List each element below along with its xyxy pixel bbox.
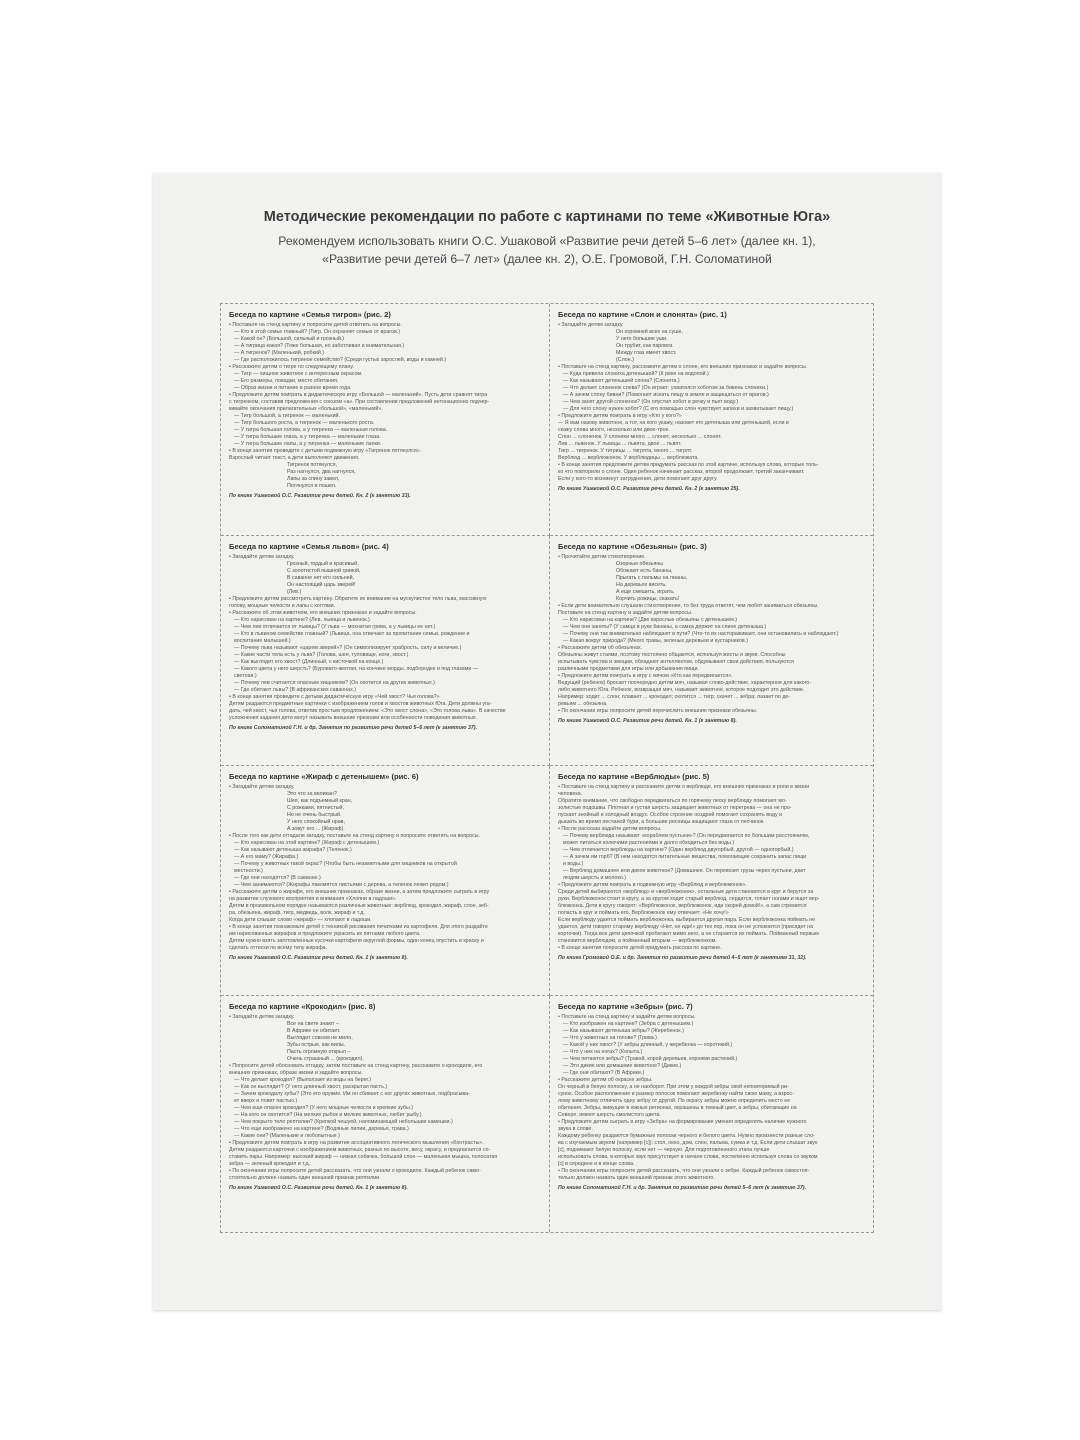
text-line: либо животного Юга. Ребенок, возвращая мяч, называет животное, которое подходит это действие. — [558, 687, 805, 693]
text-line: может питаться колючими растениями и долго обходиться без воды.) — [563, 840, 735, 846]
text-line: — Как называют детеныша зебры? (Жеребенок.) — [563, 1028, 684, 1034]
text-line: попасть в круг и поймать его. Верблюжонок ему отвечает: «Не хочу!» — [558, 910, 729, 916]
text-line: — Кто изображен на картине? (Зебра с детенышем.) — [563, 1021, 694, 1027]
text-line: — А его маму? (Жирафа.) — [234, 854, 299, 860]
poem-line: Обожают есть бананы, — [616, 568, 673, 574]
text-line: • По окончании игры попросите детей рассказать, что они узнали о зебре. Каждый ребенок самостоя- — [558, 1168, 810, 1174]
poem-line: (Слон.) — [616, 357, 634, 363]
text-line: • Расскажите об этом животном, его внешних признаках и задайте вопросы. — [229, 610, 417, 616]
text-line: на развитие слухового восприятия и внимания «Хлопни в ладоши». — [229, 896, 397, 902]
text-line: Обратите внимание, что свободно передвигаться по горячему песку верблюду помогают мо- — [558, 798, 787, 804]
text-line: — Чем отличается верблюды на картине? (Один верблюд двугорбый, другой — одногорбый.) — [563, 847, 794, 853]
text-line: — А зачем им горб? (В нем находятся питательные вещества, помогающие сохранить запас пищи — [563, 854, 807, 860]
card-title: Беседа по картине «Жираф с детенышем» (рис. 6) — [229, 772, 419, 781]
text-line: испытывать чувства и эмоции, обладают интеллектом, обдумывают свои действия, пользуются — [558, 659, 794, 665]
poem-line: В Африке он обитает. — [287, 1028, 341, 1034]
text-line: — Кто в львином семействе главный? (Львица, она отвечает за пропитание семьи, рождение и — [234, 631, 470, 637]
text-line: — Какой он? (Большой, сильный и грозный.) — [234, 336, 345, 342]
text-line: — Какие они? (Маленькие и любопытные.) — [234, 1133, 340, 1139]
text-line: • Прочитайте детям стихотворение. — [558, 554, 646, 560]
text-line: — Где расположилось тигриное семейство? (Среди густых зарослей, воды и камней.) — [234, 357, 447, 363]
text-line: Детям раздаются карточки с изображением животных, разных по высоте, весу, окрасу, и предлагается со- — [229, 1147, 491, 1153]
text-line: • В конце занятия проведите с детьми дидактическую игру «Чей хвост? Чья голова?» — [229, 694, 440, 700]
text-line: — А тигренок? (Маленький, робкий.) — [234, 350, 325, 356]
text-line: Детям в произвольном порядке называются различные животные: верблюд, крокодил, жираф, слон, зеб- — [229, 903, 489, 909]
text-line: Тигр ... тигренок. У тигрицы ... тигрята, много ... тигрят. — [558, 448, 693, 454]
card-lions — [221, 536, 550, 766]
card-zebras — [550, 996, 873, 1232]
card-title: Беседа по картине «Семья тигров» (рис. 2) — [229, 310, 391, 319]
subtitle-line-1: Рекомендуем использовать книги О.С. Ушаковой «Развитие речи детей 5–6 лет» (далее кн. 1), — [278, 234, 816, 248]
text-line: внешних признаках, образе жизни и задайте вопросы. — [229, 1070, 363, 1076]
poem-line: Зубы острые, как вилы. — [287, 1042, 346, 1048]
text-line: ко что повторили о слоне. Один ребенок начинает рассказ, второй продолжает, третий заканчивает. — [558, 469, 805, 475]
source-reference: По книге Ушаковой О.С. Развитие речи детей. Кн. 1 (к занятию 8). — [229, 955, 408, 961]
text-line: ставить пары. Например: высокий жираф — низкая собачка, большой слон — маленькая мышка, полосатая — [229, 1154, 498, 1160]
text-line: • Попросите детей обосновать отгадку, затем поставьте на стенд картину, расскажите о крокодиле, его — [229, 1063, 483, 1069]
card-tigers — [221, 304, 550, 536]
text-line: обитания. Зебры, живущие в южных регионах, окрашены в темный цвет, а зебры, обитающие на — [558, 1105, 797, 1111]
text-line: Верблюд ... верблюжонок. У верблюдицы ... верблюжата. — [558, 455, 699, 461]
text-line: — Что у животных на голове? (Грива.) — [563, 1035, 657, 1041]
text-line: — Что делает слоненок слева? (Он играет: ухватился хоботом за бивень слонихи.) — [563, 385, 769, 391]
text-line: светлая.) — [234, 673, 257, 679]
card-title: Беседа по картине «Зебры» (рис. 7) — [558, 1002, 693, 1011]
text-line: — Тигр большой, а тигренок — маленький. — [234, 413, 340, 419]
text-line: • Предложите детям поиграть в дидактическую игру «Большой — маленький». Пусть дети сравнят тигра — [229, 392, 488, 398]
card-crocodile — [221, 996, 550, 1232]
text-line: местности.) — [234, 868, 263, 874]
poem-line: Но не очень быстрый. — [287, 812, 342, 818]
poem-line: Прыгать с пальмы на лианы, — [616, 575, 688, 581]
cards-grid — [220, 303, 874, 1233]
text-line: различными предметами для игры или добывания пищи. — [558, 666, 699, 672]
text-line: • Загадайте детям загадку. — [229, 1014, 295, 1020]
text-line: • Расскажите детям об окраске зебры. — [558, 1077, 653, 1083]
text-line: — Я вам назову животное, а тот, на кого укажу, назовет его детеныша или детенышей, если в — [558, 420, 789, 426]
text-line: Среди детей выбираются «верблюд» и «верблюжонок», остальные дети становятся в круг и берутся за — [558, 889, 814, 895]
text-line: Когда дети слышат слово «жираф» — хлопают в ладоши. — [229, 917, 372, 923]
source-reference: По книге Ушаковой О.С. Развитие речи детей. Кн. 2 (к занятию 33). — [229, 493, 411, 499]
text-line: — Его размеры, повадки, место обитания. — [234, 378, 339, 384]
poem-line: Между глаз имеет хвост. — [616, 350, 677, 356]
text-line: тельно должен назвать один внешний признак этого животного. — [558, 1175, 715, 1181]
text-line: дать, чей хвост, чья голова, ответив простым предложением: «Это хвост слона», «Это голова льва». В качестве — [229, 708, 506, 714]
card-title: Беседа по картине «Верблюды» (рис. 5) — [558, 772, 710, 781]
poem-line: Лапы за спину завел, — [287, 476, 340, 482]
poem-line: Он трубит, как паровоз. — [616, 343, 674, 349]
card-title: Беседа по картине «Семья львов» (рис. 4) — [229, 542, 389, 551]
text-line: — Чем еще опасен крокодил? (У него мощные челюсти и крепкие зубы.) — [234, 1105, 413, 1111]
poem-line: Пасть огромную открыл – — [287, 1049, 351, 1055]
text-line: • Если дети внимательно слушали стихотворение, то без труда ответят, чем любят заниматься обезьяны. — [558, 603, 819, 609]
text-line: дышать во время песчаной бури, а большие ресницы защищают глаза от песчинок. — [558, 819, 765, 825]
text-line: • После того как дети отгадали загадку, поставьте на стенд картину и попросите ответить на вопросы. — [229, 833, 481, 839]
text-line: блюжонка. Дети в кругу говорят: «Верблюжонок, верблюжонок, иди скорей домой!», а сам стремится — [558, 903, 807, 909]
poem-line: Он огромней всех на суше, — [616, 329, 683, 335]
text-line: руки. Верблюжонок стоит в кругу, а за кругом ходит старый верблюд, сердится, топает ногами и ищет вер- — [558, 896, 820, 902]
text-line: • Предложите детям поиграть в игру «Кто у кого?» — [558, 413, 682, 419]
poem-line: Он настоящий царь зверей! — [287, 582, 356, 588]
text-line: — Почему они так внимательно наблюдают в пути? (Что-то их настораживает, они остановились и наблюдают.) — [563, 631, 839, 637]
text-line: — Как он выглядит? (У него длинный хвост, раскрытая пасть.) — [234, 1084, 388, 1090]
source-reference: По книге Ушаковой О.С. Развитие речи детей. Кн. 1 (к занятию 8). — [229, 1185, 408, 1191]
card-title: Беседа по картине «Обезьяны» (рис. 3) — [558, 542, 707, 551]
text-line: использовать слова, в которых звук присутствует в начале слова, постепенно используя слова со звуком — [558, 1154, 818, 1160]
text-line: сунок. Особое расположение и размер полосок помогают жеребенку найти свою маму, а взрос- — [558, 1091, 794, 1097]
text-line: — Кто нарисован на картине? (Две взрослые обезьяны с детенышем.) — [563, 617, 738, 623]
text-line: • В конце занятия проведите с детьми подвижную игру «Тигренок потянулся». — [229, 448, 422, 454]
poem-line: Раз нагнулся, два нагнулся, — [287, 469, 356, 475]
source-reference: По книге Соломатиной Г.Н. и др. Занятия по развитию речи детей 5–6 лет (к занятию 37). — [558, 1185, 807, 1191]
text-line: кивайте окончания прилагательных «большой», «маленький». — [229, 406, 383, 412]
text-line: пускает знойный и холодный воздух. Особое строение ноздрей помогает сохранять воду и — [558, 812, 783, 818]
text-line: людям шерсть и молоко.) — [563, 875, 627, 881]
text-line: — Как выглядит его хвост? (Длинный, с кисточкой на конце.) — [234, 659, 384, 665]
poem-line: Корчить рожицы, скакать! — [616, 596, 680, 602]
text-line: — Кто в этой семье главный? (Тигр. Он охраняет семью от врагов.) — [234, 329, 401, 335]
text-line: • Предложите детям рассмотреть картину. Обратите их внимание на мускулистое тело льва, массивную — [229, 596, 487, 602]
text-line: • Предложите детям поиграть в игру с мячом «Кто как передвигается». — [558, 673, 733, 679]
text-line: [с], поднимают белую полоску, если нет — черную. Для подготовленного этапа лучше — [558, 1147, 770, 1153]
text-line: — На кого он охотится? (На мелких рыбок и мелких животных, любит рыбу.) — [234, 1112, 422, 1118]
text-line: — Почему у животных такой окрас? (Чтобы быть незаметными для хищников на открытой — [234, 861, 457, 867]
poem-line: Потянулся и пошел. — [287, 483, 337, 489]
text-line: — Чем лев отличается от львицы? (У льва — мохнатая грива, а у львицы ее нет.) — [234, 624, 436, 630]
text-line: • Загадайте детям загадку. — [229, 554, 295, 560]
poem-line: На деревьях висеть. — [616, 582, 667, 588]
text-line: Детям раздаются предметные картинки с изображением голов и хвостов животных Юга. Дети должны уга- — [229, 701, 492, 707]
text-line: — Что у них на ногах? (Копыта.) — [563, 1049, 643, 1055]
poem-line: А еще смешить, играть, — [616, 589, 675, 595]
card-title: Беседа по картине «Слон и слонята» (рис. 1) — [558, 310, 727, 319]
text-line: — А тигрица какая? (Тоже большая, но заботливая и внимательная.) — [234, 343, 405, 349]
text-line: — Где они находятся? (В саванне.) — [234, 875, 321, 881]
text-line: Он черный в белую полоску, а не наоборот. При этом у каждой зебры свой неповторимый ри- — [558, 1084, 789, 1090]
source-reference: По книге Ушаковой О.С. Развитие речи детей. Кн. 1 (к занятию 8). — [558, 718, 737, 724]
document-title: Методические рекомендации по работе с картинами по теме «Животные Юга» — [263, 209, 831, 225]
text-line: • В конце занятия попросите детей придумать рассказ по картине. — [558, 945, 722, 951]
text-line: — Какая вокруг природа? (Много травы, зеленых деревьев и кустарников.) — [563, 638, 748, 644]
text-line: удается, дети говорят старому верблюду «Нет, не иди!» до тех пор, пока он не успокоится (присядет на — [558, 924, 814, 930]
text-line: скажу слова много, несколько или двое-трое. — [558, 427, 670, 433]
text-line: • Поставьте на стенд картину, расскажите детям о слоне, его внешних признаках и задайте вопросы. — [558, 364, 808, 370]
text-line: Севере, имеют шерсть смолистого цвета. — [558, 1112, 661, 1118]
text-line: • Загадайте детям загадку. — [558, 322, 624, 328]
text-line: • В конце занятия предложите детям придумать рассказ по этой картине, используя слова, которые толь- — [558, 462, 819, 468]
text-line: — Образ жизни и питание в разное время года. — [234, 385, 352, 391]
text-line: — Для чего слону нужен хобот? (С его помощью слон чувствует запахи и захватывает пищу.) — [563, 406, 794, 412]
text-line: — Кто нарисован на картине? (Лев, львица и львенок.) — [234, 617, 370, 623]
text-line: — Какие части тела есть у льва? (Голова, шея, туловище, ноги, хвост.) — [234, 652, 409, 658]
text-line: Каждому ребенку раздаются бумажные полоски черного и белого цвета. Нужно произнести разные сло- — [558, 1133, 815, 1139]
text-line: • По окончании игры попросите детей перечислить внешние признаки обезьяны. — [558, 708, 758, 714]
text-line: корточки). Тогда все дети цепочкой пробегают мимо него, а он старается их поймать. Пойманный первым — [558, 931, 819, 937]
text-line: — Почему верблюда называют «кораблем пустыни»? (Он передвигается по большим расстояниям, — [563, 833, 810, 839]
source-reference: По книге Соломатиной Г.Н. и др. Занятия по развитию речи детей 5–6 лет (к занятию 37). — [229, 725, 478, 731]
text-line: • Расскажите детям о тигре по следующему плану. — [229, 364, 355, 370]
text-line: Взрослый читает текст, а дети выполняют движения. — [229, 455, 360, 461]
text-line: — Чем занят другой слоненок? (Он опустил хобот в речку и пьет воду.) — [563, 399, 739, 405]
text-line: Если у кого-то возникнут затруднения, дети помогают друг другу. — [558, 476, 718, 482]
text-line: — Зачем крокодилу зубы? (Это его оружие. Им он сбивает с ног других животных, подбрасыва- — [234, 1091, 470, 1097]
text-line: человека. — [558, 791, 583, 797]
text-line: — Чем питаются зебры? (Травой, корой деревьев, корнями растений.) — [563, 1056, 738, 1062]
text-line: — Это дикие или домашние животное? (Дикие.) — [563, 1063, 682, 1069]
poem-line: Тигренок потянулся, — [287, 462, 337, 468]
text-line: — Где они обитают? (В Африке.) — [563, 1070, 645, 1076]
poem-line: В саванне нет его сильней, — [287, 575, 355, 581]
text-line: — Тигр большого роста, а тигренок — маленького роста. — [234, 420, 375, 426]
card-elephants — [550, 304, 873, 536]
text-line: • Поставьте на стенд картину и задайте детям вопросы. — [558, 1014, 696, 1020]
text-line: воспитание малышей.) — [234, 638, 291, 644]
text-line: — Что делает крокодил? (Выползает из воды на берег.) — [234, 1077, 372, 1083]
text-line: • Расскажите детям о жирафе, его внешних признаках, образе жизни, а затем предложите сыграть в игру — [229, 889, 490, 895]
text-line: — У тигра большие лапы, а у тигренка — маленькие лапки. — [234, 441, 382, 447]
text-line: — Куда привела слониха детенышей? (К реке на водопой.) — [563, 371, 709, 377]
text-line: усложнения задания дети могут называть внешние признаки или особенности поведения животных. — [229, 715, 477, 721]
text-line: Если верблюду удается поймать верблюжонка, выбирается другая пара. Если верблюжонка поймать не — [558, 917, 816, 923]
text-line: Лев ... львенок. У львицы ... львята, двое ... львят. — [558, 441, 682, 447]
source-reference: По книге Громовой О.Е. и др. Занятия по развитию речи детей 4–5 лет (к занятиям 31, 32). — [558, 955, 807, 961]
poem-line: С рожками, пятнистый, — [287, 805, 344, 811]
text-line: лому животному отличить одну зебру от другой. По окрасу зебры можно определить место ее — [558, 1098, 791, 1104]
text-line: — У тигра большая голова, а у тигренка — маленькая голова. — [234, 427, 388, 433]
text-line: сделать оттиски по всему телу жирафа. — [229, 945, 328, 951]
worksheet-page — [153, 173, 941, 1310]
text-line: зебра — зеленый крокодил и т.д. — [229, 1161, 311, 1167]
text-line: золистые подошвы. Плотная и густая шерсть защищает животных от перегрева — она не про- — [558, 805, 792, 811]
card-title: Беседа по картине «Крокодил» (рис. 8) — [229, 1002, 376, 1011]
text-line: голову, мощные челюсти и лапы с когтями. — [229, 603, 336, 609]
text-line: стоятельно должен назвать один внешний признак рептилии. — [229, 1175, 381, 1181]
text-line: • После рассказа задайте детям вопросы. — [558, 826, 662, 832]
subtitle-line-2: «Развитие речи детей 6–7 лет» (далее кн. 2), О.Е. Громовой, Г.Н. Соломатиной — [322, 252, 772, 266]
text-line: • Расскажите детям об обезьянах. — [558, 645, 643, 651]
card-camels — [550, 766, 873, 996]
text-line: — Почему лев считается опасным хищником? (Он охотится на других животных.) — [234, 680, 435, 686]
text-line: — Почему льва называют «царем зверей»? (Он символизирует храбрость, силу и величие.) — [234, 645, 462, 651]
text-line: • Загадайте детям загадку. — [229, 784, 295, 790]
text-line: — Какого цвета у него шерсть? (Буровато-желтая, на кончике морды, подбородке и под глазами — — [234, 666, 479, 672]
text-line: — Чем покрыто тело рептилии? (Крепкой чешуей, напоминающей небольшие камешки.) — [234, 1119, 453, 1125]
poem-line: Грозный, гордый и красивый, — [287, 561, 359, 567]
text-line: Обезьяны живут стаями, поэтому постоянно общаются, используя жесты и звуки. Способны — [558, 652, 786, 658]
text-line: звука в слове. — [558, 1126, 593, 1132]
text-line: — Тигр — хищное животное с интересным окрасом. — [234, 371, 363, 377]
text-line: — Где обитают львы? (В африканских саваннах.) — [234, 687, 356, 693]
text-line: и воды.) — [563, 861, 584, 867]
poem-line: Выглядит совсем не мило, — [287, 1035, 353, 1041]
poem-line: Озорные обезьяны — [616, 561, 664, 567]
text-line: Ведущий (ребенок) бросает поочередно детям мяч, называя слово-действие, характерное для какого- — [558, 680, 812, 686]
poem-line: Это что за великан? — [287, 791, 337, 797]
poem-line: Все на свете знают – — [287, 1021, 339, 1027]
poem-line: У него большие уши. — [616, 336, 668, 342]
text-line: • По окончании игры попросите детей рассказать, что они узнали о крокодиле. Каждый ребенок само- — [229, 1168, 481, 1174]
text-line: • Поставьте на стенд картину и попросите детей ответить на вопросы. — [229, 322, 402, 328]
text-line: ревьям ... обезьяна. — [558, 701, 608, 707]
text-line: Слон ... слоненок. У слонихи много ... слонят, несколько ... слонят. — [558, 434, 722, 440]
poem-line: Шея, как подъемный кран, — [287, 798, 353, 804]
text-line: • В конце занятия познакомьте детей с техникой рисования печатками из картофеля. Для этого раздайте — [229, 924, 488, 930]
poem-line: Очень страшный ... (крокодил). — [287, 1056, 364, 1062]
poem-line: С золотистой пышной гривой, — [287, 568, 361, 574]
text-line: — Чем занимаются? (Жирафы лакомятся листьями с дерева, а теленок лежит рядом.) — [234, 882, 449, 888]
text-line: с тигренком, составив предложения с союзом «а». При составлении предложений интонационно подчер- — [229, 399, 490, 405]
text-line: — Как называют детенышей слона? (Слонята.) — [563, 378, 680, 384]
text-line: Поставьте на стенд картину и задайте детям вопросы. — [558, 610, 693, 616]
text-line: становится верблюдом, а пойманный вторым — верблюжонком. — [558, 938, 717, 944]
card-monkeys — [550, 536, 873, 766]
poem-line: У него спокойный нрав, — [287, 819, 345, 825]
text-line: • Поставьте на стенд картину и расскажите детям о верблюде, его внешних признаках и роли в жизни — [558, 784, 810, 790]
text-line: — А зачем слону бивни? (Помогают искать пищу в земле и защищаться от врагов.) — [563, 392, 769, 398]
document-subtitle — [213, 232, 881, 268]
text-line: — Чем они заняты? (У самца в руке бананы, а самка держит на спине детеныша.) — [563, 624, 767, 630]
text-line: ет вверх и ловит пастью.) — [234, 1098, 298, 1104]
text-line: Например: ходит ... слон; плавает ... крокодил; охотится ... тигр; скачет ... зебра; лазает по де- — [558, 694, 791, 700]
poem-line: (Лев.) — [287, 589, 302, 595]
poem-line: А зовут его ... (Жираф). — [287, 826, 345, 832]
text-line: • Предложите детям сыграть в игру «Зебра» на формирование умения определять наличие нужного — [558, 1119, 807, 1125]
text-line: [с] в середине и в конце слова. — [558, 1161, 635, 1167]
text-line: • Предложите детям поиграть в подвижную игру «Верблюд и верблюжонок». — [558, 882, 747, 888]
text-line: • Предложите детям поиграть в игру на развитие ассоциативного логического мышления «Контрасты». — [229, 1140, 484, 1146]
text-line: — Верблюд домашнее или дикое животное? (Домашнее. Он перевозит грузы через пустыни, дает — [563, 868, 806, 874]
text-line: — Как называют детеныша жирафа? (Теленок.) — [234, 847, 352, 853]
text-line: ра, обезьяна, жираф, тигр, медведь, волк, жираф и т.д. — [229, 910, 365, 916]
card-giraffe — [221, 766, 550, 996]
text-line: им нарисованных жирафов и предложите украсить их пятнами любого цвета. — [229, 931, 421, 937]
text-line: — Какой у них хвост? (У зебры длинный, у жеребенка — коротикий.) — [563, 1042, 733, 1048]
text-line: — Кто нарисован на этой картине? (Жираф с детенышем.) — [234, 840, 380, 846]
text-line: ва с изучаемым звуком (например [с]): стол, окно, дом, слон, пальма, сумка и т.д. Если дети слышат звук — [558, 1140, 818, 1146]
text-line: — Что еще изображено на картине? (Водяные лилии, деревья, трава.) — [234, 1126, 409, 1132]
text-line: Детям нужно взять заготовленные кусочки картофеля округлой формы, один конец опустить в краску и — [229, 938, 484, 944]
source-reference: По книге Ушаковой О.С. Развитие речи детей. Кн. 2 (к занятию 25). — [558, 486, 740, 492]
text-line: — У тигра большие глаза, а у тигренка — маленькие глаза. — [234, 434, 381, 440]
